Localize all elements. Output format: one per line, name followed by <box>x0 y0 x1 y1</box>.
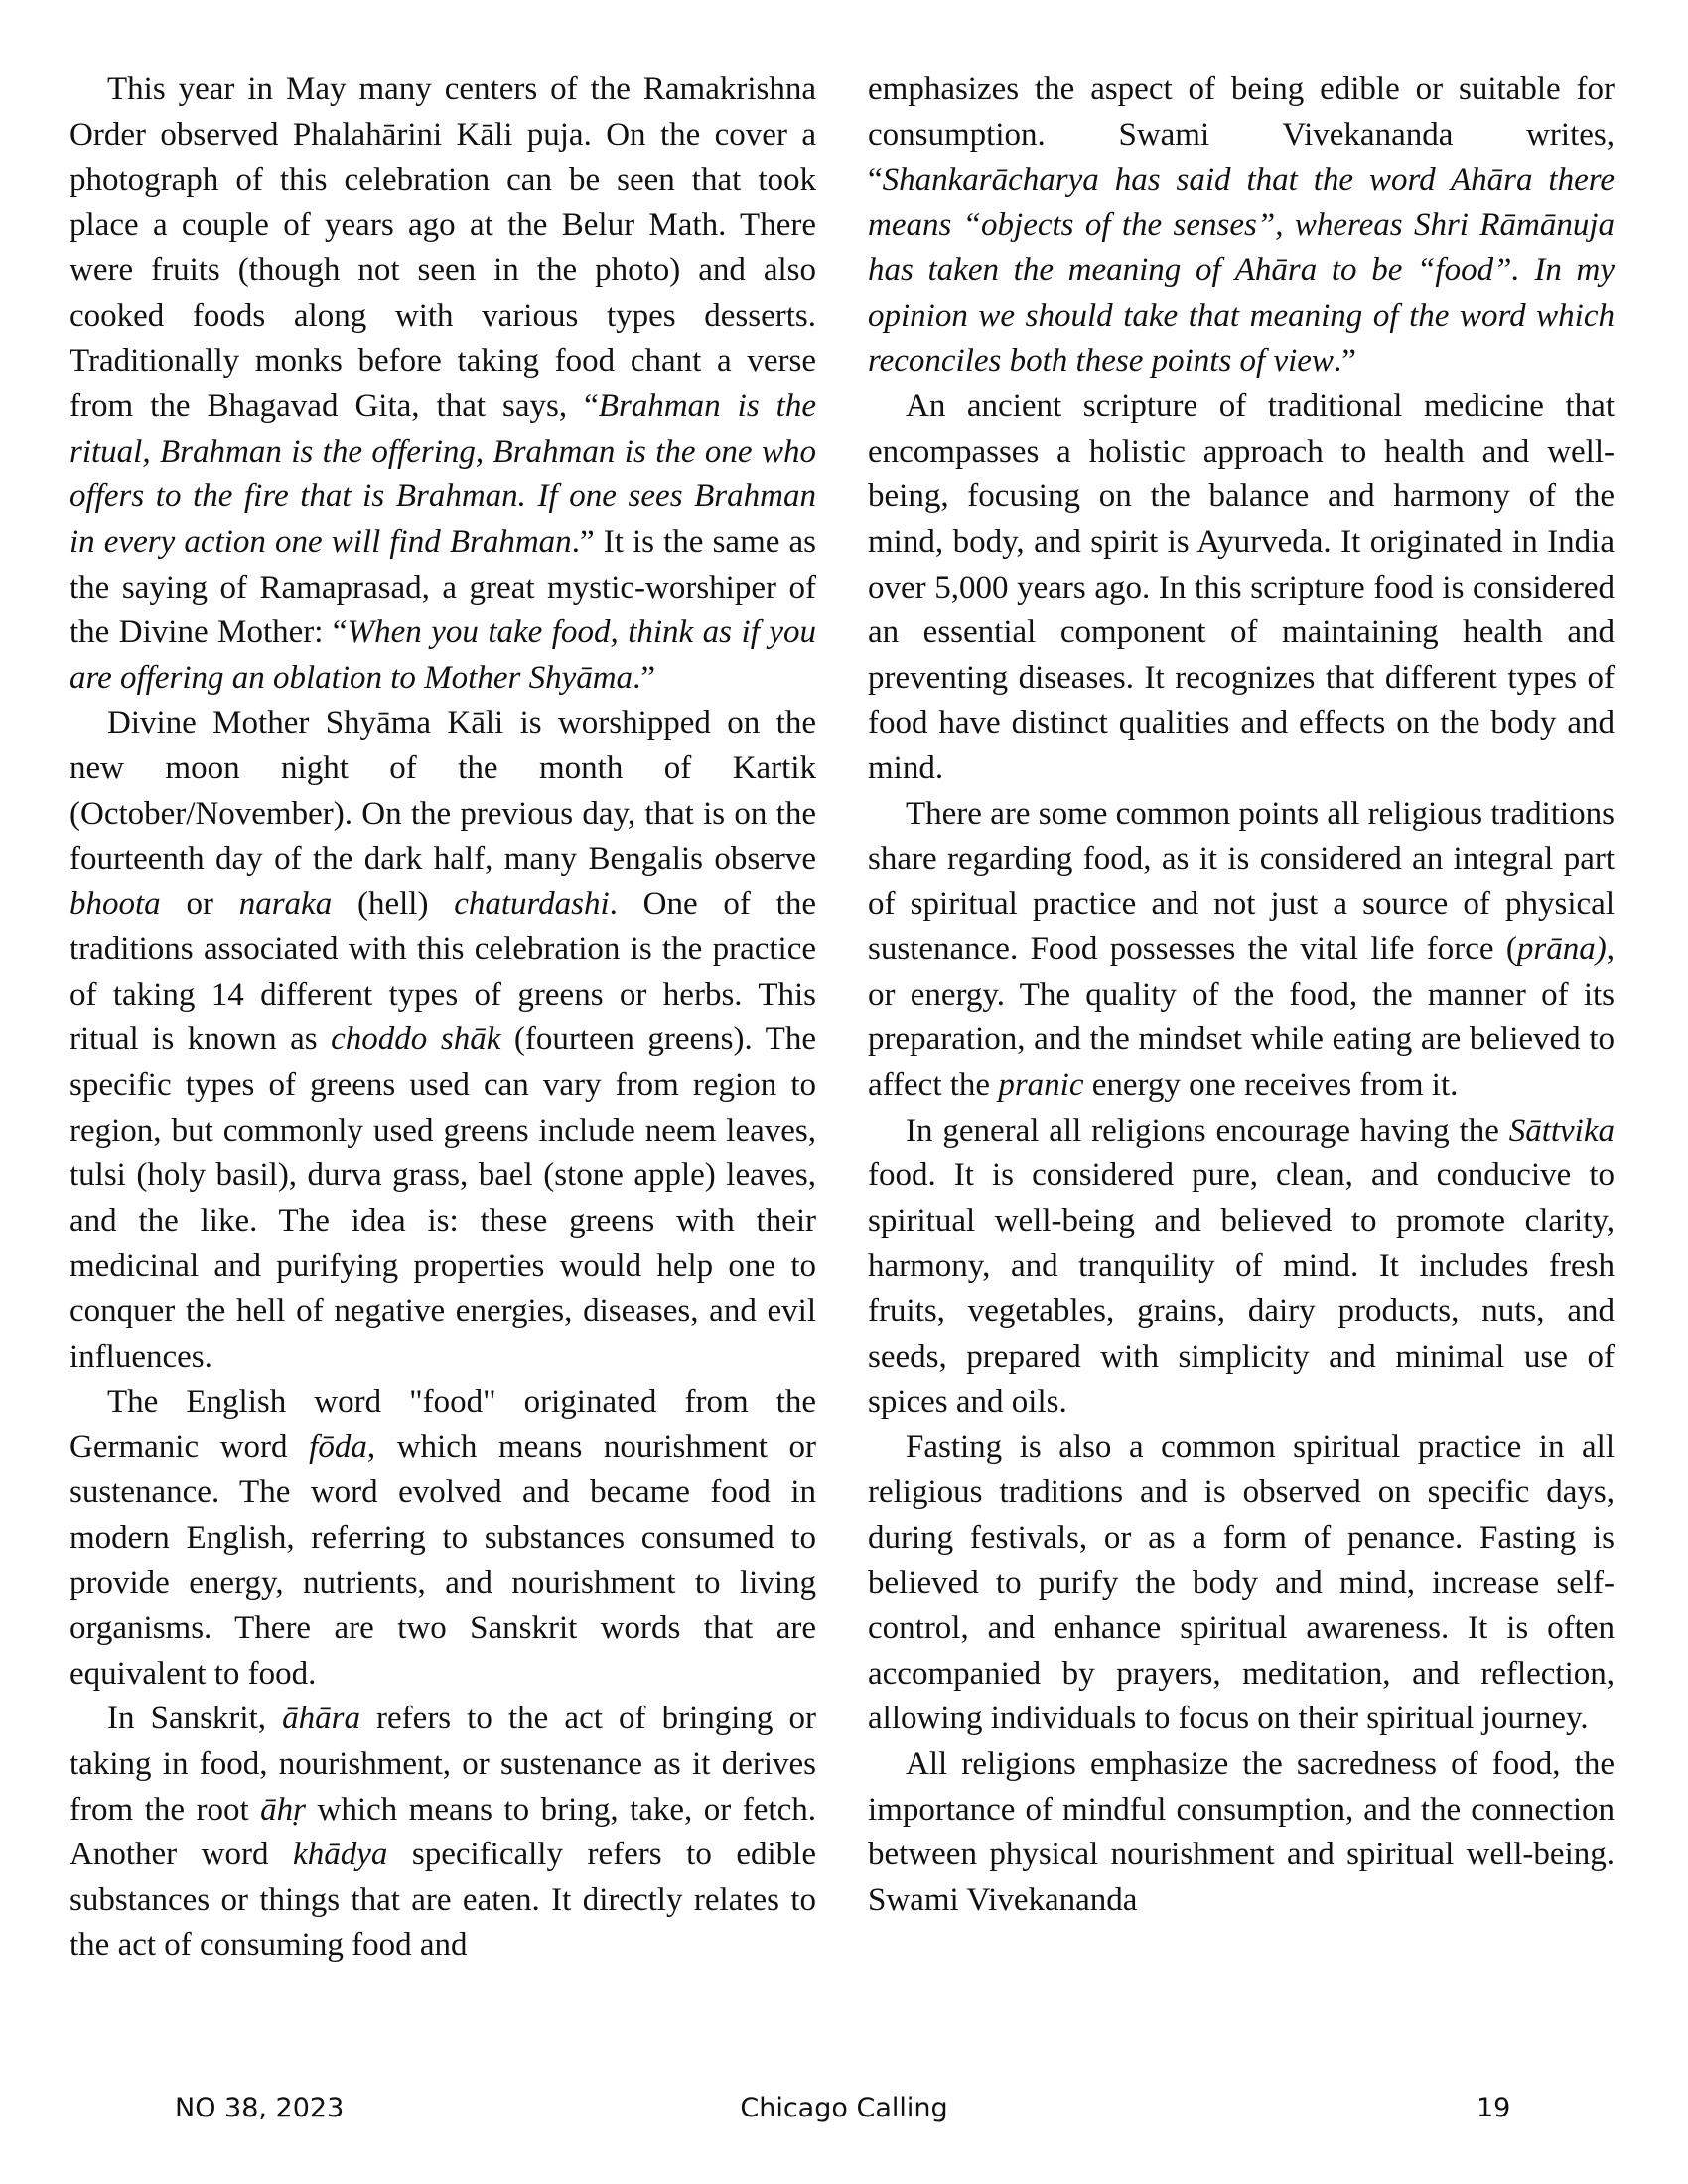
paragraph <box>868 1426 1615 1742</box>
paragraph <box>868 384 1615 791</box>
text-run: .” <box>1333 342 1356 379</box>
text-run: which means to bring, take, or fetch. Another word <box>70 1791 816 1873</box>
paragraph <box>70 1697 816 1969</box>
italic-text: prāna) <box>1516 931 1607 968</box>
paragraph <box>868 68 1615 384</box>
footer-page-number: 19 <box>1477 2093 1511 2123</box>
text-run: In general all religions encourage having the <box>906 1112 1509 1149</box>
italic-text: khādya <box>293 1837 388 1873</box>
footer-publication: Chicago Calling <box>740 2093 948 2123</box>
page-footer <box>0 2093 1688 2132</box>
text-run: (fourteen greens). The specific types of greens used can vary from region to region, but commonly used greens include neem leaves, tulsi (holy basil), durva grass, bael (stone apple) leaves, and the like. The idea is: these greens with their medicinal and purifying properties would help one to conquer the hell of negative energies, diseases, and evil influences. <box>70 1022 816 1375</box>
text-run: .” <box>633 659 655 696</box>
paragraph <box>868 1742 1615 1923</box>
text-run: In Sanskrit, <box>107 1701 283 1737</box>
italic-text: āhṛ <box>260 1791 306 1828</box>
text-run: emphasizes the aspect of being edible or suitable for consumption. Swami Vivekananda writes, “ <box>868 71 1615 199</box>
text-run: or <box>160 886 239 922</box>
paragraph <box>868 1109 1615 1426</box>
italic-text: naraka <box>238 886 333 922</box>
left-text-column <box>70 68 816 1969</box>
italic-text: chaturdashi <box>454 886 610 922</box>
paragraph <box>868 792 1615 1109</box>
italic-text: bhoota <box>70 886 161 922</box>
italic-text: Brahman is the ritual, Brahman is the offering, Brahman is the one who offers to the fire that is Brahman. If one sees Brahman in every action one will find Brahman <box>70 388 816 560</box>
text-run: food. It is considered pure, clean, and conducive to spiritual well-being and believed to promote clarity, harmony, and tranquility of mind. It includes fresh fruits, vegetables, grains, dairy products, nuts, and seeds, prepared with simplicity and minimal use of spices and oils. <box>868 1158 1615 1421</box>
italic-text: pranic <box>998 1067 1084 1104</box>
text-run: All religions emphasize the sacredness of food, the importance of mindful consumption, and the connection between physical nourishment and spiritual well-being. Swami Vivekananda <box>868 1745 1615 1918</box>
text-run: (hell) <box>332 886 455 922</box>
italic-text: Shankarācharya has said that the word Ahāra there means “objects of the senses”, whereas Shri Rāmānuja has taken the meaning of Ahāra to be “food”. In my opinion we should take that meaning of the word which reconciles both these points of view <box>868 162 1615 379</box>
italic-text: choddo shāk <box>331 1022 501 1058</box>
text-run: , which means nourishment or sustenance. The word evolved and became food in modern English, referring to substances consumed to provide energy, nutrients, and nourishment to living organisms. There are two Sanskrit words that are equivalent to food. <box>70 1429 816 1692</box>
text-run: , or energy. The quality of the food, the manner of its preparation, and the mindset while eating are believed to affect the <box>868 931 1615 1104</box>
text-run: An ancient scripture of traditional medicine that encompasses a holistic approach to health and well-being, focusing on the balance and harmony of the mind, body, and spirit is Ayurveda. It originated in India over 5,000 years ago. In this scripture food is considered an essential component of maintaining health and preventing diseases. It recognizes that different types of food have distinct qualities and effects on the body and mind. <box>868 388 1615 786</box>
italic-text: When you take food, think as if you are offering an oblation to Mother Shyāma <box>70 614 816 696</box>
text-run: The English word "food" originated from the Germanic word <box>70 1384 816 1465</box>
italic-text: Sāttvika <box>1508 1112 1615 1149</box>
text-run: energy one receives from it. <box>1083 1067 1459 1104</box>
right-text-column <box>868 68 1615 1923</box>
italic-text: fōda <box>309 1429 367 1465</box>
text-run: refers to the act of bringing or taking in food, nourishment, or sustenance as it derives from the root <box>70 1701 816 1828</box>
text-run: Fasting is also a common spiritual practice in all religious traditions and is observed on specific days, during festivals, or as a form of penance. Fasting is believed to purify the body and mind, increase self-control, and enhance spiritual awareness. It is often accompanied by prayers, meditation, and reflection, allowing individuals to focus on their spiritual journey. <box>868 1429 1615 1737</box>
text-run: .” It is the same as the saying of Ramaprasad, a great mystic-worshiper of the Divine Mother: “ <box>70 523 816 651</box>
text-run: Divine Mother Shyāma Kāli is worshipped on the new moon night of the month of Kartik (October/November). On the previous day, that is on the fourteenth day of the dark half, many Bengalis observe <box>70 705 816 878</box>
italic-text: āhāra <box>282 1701 360 1737</box>
text-run: specifically refers to edible substances or things that are eaten. It directly relates to the act of consuming food and <box>70 1837 816 1964</box>
text-run: This year in May many centers of the Ramakrishna Order observed Phalahārini Kāli puja. On the cover a photograph of this celebration can be seen that took place a couple of years ago at the Belur Math. There were fruits (though not seen in the photo) and also cooked foods along with various types desserts. Traditionally monks before taking food chant a verse from the Bhagavad Gita, that says, “ <box>70 71 816 425</box>
paragraph <box>70 68 816 701</box>
text-run: There are some common points all religious traditions share regarding food, as it is considered an integral part of spiritual practice and not just a source of physical sustenance. Food possesses the vital life force ( <box>868 795 1615 968</box>
text-run: . One of the traditions associated with this celebration is the practice of taking 14 different types of greens or herbs. This ritual is known as <box>70 886 816 1058</box>
paragraph <box>70 701 816 1380</box>
paragraph <box>70 1380 816 1697</box>
footer-issue: NO 38, 2023 <box>175 2093 345 2123</box>
